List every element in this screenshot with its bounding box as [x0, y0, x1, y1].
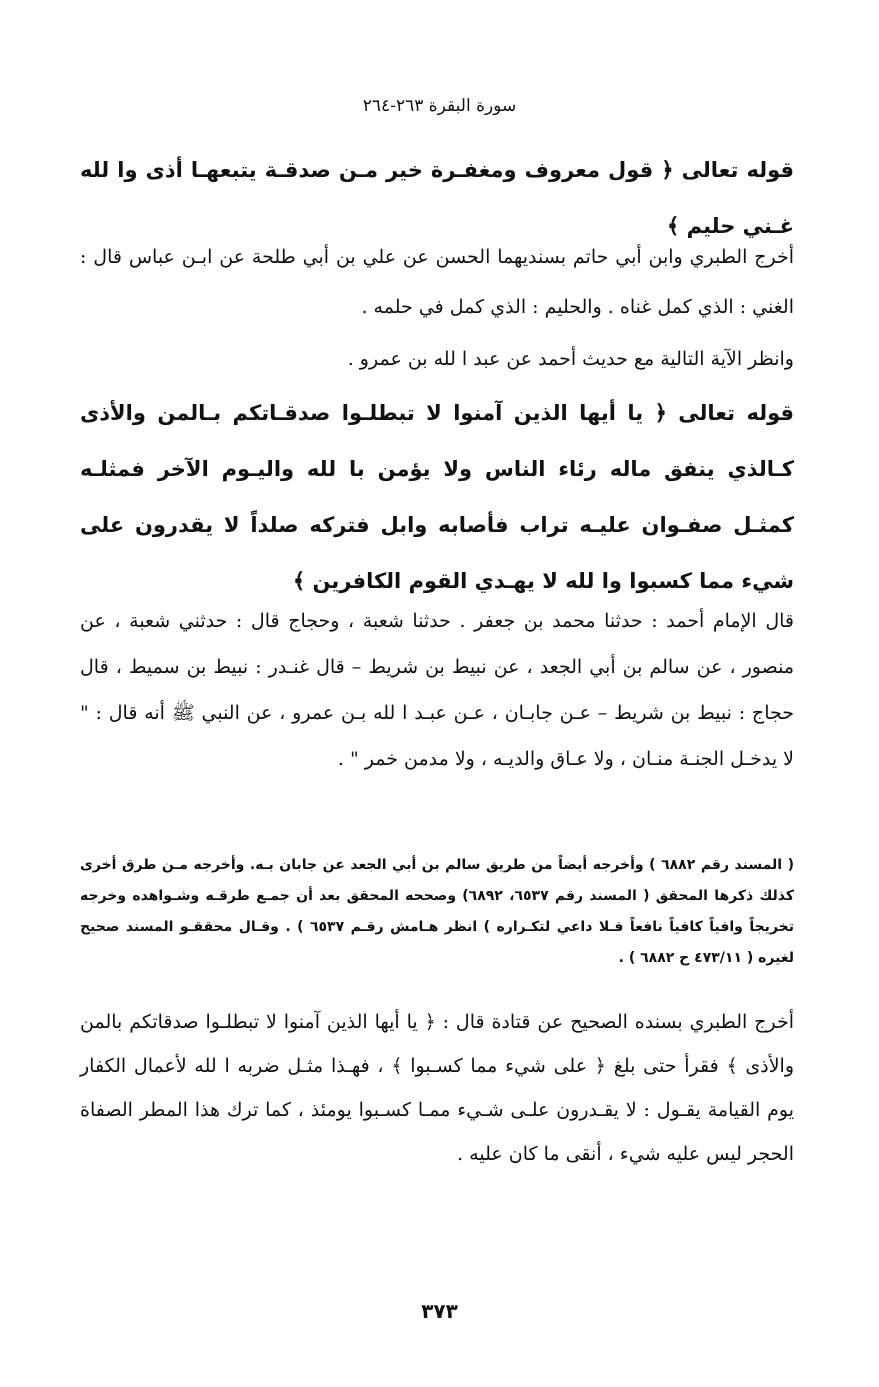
hadith-footnote: ( المسند رقم ٦٨٨٢ ) وأخرجه أيضاً من طريق سالم بن أبي الجعد عن جابان بـه. وأخرجه مـن طرق أخرى كذلك ذكرها المحقق ( المسند رقم ٦٥٣٧، ٦٨٩٢) وصححه المحقق بعد أن جمـع طرقـه وشـواهده وخرجه تخريجاً وافياً كافياً نافعاً فـلا داعي لتكـراره ) انظر هـامش رقـم ٦٥٣٧ ) . وقـال محققـو المسند صحيح لغيره ( ٤٧٣/١١ ح ٦٨٨٢ ) .	[80, 857, 794, 966]
hadith-paragraph: قال الإمام أحمد : حدثنا محمد بن جعفر . حدثنا شعبة ، وحجاج قال : حدثني شعبة ، عن منصور ، عن سالم بن أبي الجعد ، عن نبيط بن شريط – قال غنـدر : نبيط بن سميط ، قال حجاج : نبيط بن شريط – عـن جابـان ، عـن عبـد ا لله بـن عمرو ، عن النبي ﷺ أنه قال : " لا يدخـل الجنـة منـان ، ولا عـاق والديـه ، ولا مدمن خمر " .	[80, 610, 794, 770]
running-head: سورة البقرة ٢٦٣-٢٦٤	[362, 96, 517, 116]
commentary-paragraph-1: أخرج الطبري وابن أبي حاتم بسنديهما الحسن عن علي بن أبي طلحة عن ابـن عباس قال : الغني : الذي كمل غناه . والحليم : الذي كمل في حلمه .	[80, 246, 794, 318]
quran-verse-heading-2: قوله تعالى ﴿ يا أيها الذين آمنوا لا تبطلـوا صدقـاتكم بـالمن والأذى كـالذي ينفق ماله رئاء الناس ولا يؤمن با لله واليـوم الآخر فمثلـه كمثـل صفـوان عليـه تراب فأصابه وابل فتركه صلداً لا يقدرون على شيء مما كسبوا وا لله لا يهـدي القوم الكافرين ﴾	[80, 401, 794, 593]
page-number: ٣٧٣	[421, 1299, 458, 1323]
commentary-paragraph-2: وانظر الآية التالية مع حديث أحمد عن عبد ا لله بن عمرو .	[347, 348, 794, 370]
commentary-paragraph-3: أخرج الطبري بسنده الصحيح عن قتادة قال : ﴿ يا أيها الذين آمنوا لا تبطلـوا صدقاتكم بالمن والأذى ﴾ فقرأ حتى بلغ ﴿ على شيء مما كسـبوا ﴾ ، فهـذا مثـل ضربه ا لله لأعمال الكفار يوم القيامة يقـول : لا يقـدرون علـى شـيء ممـا كسـبوا يومئذ ، كما ترك هذا المطر الصفاة الحجر ليس عليه شيء ، أنقى ما كان عليه .	[80, 1011, 794, 1165]
quran-verse-heading-1: قوله تعالى ﴿ قول معروف ومغفـرة خير مـن صدقـة يتبعهـا أذى وا لله غـني حليم ﴾	[80, 158, 794, 238]
